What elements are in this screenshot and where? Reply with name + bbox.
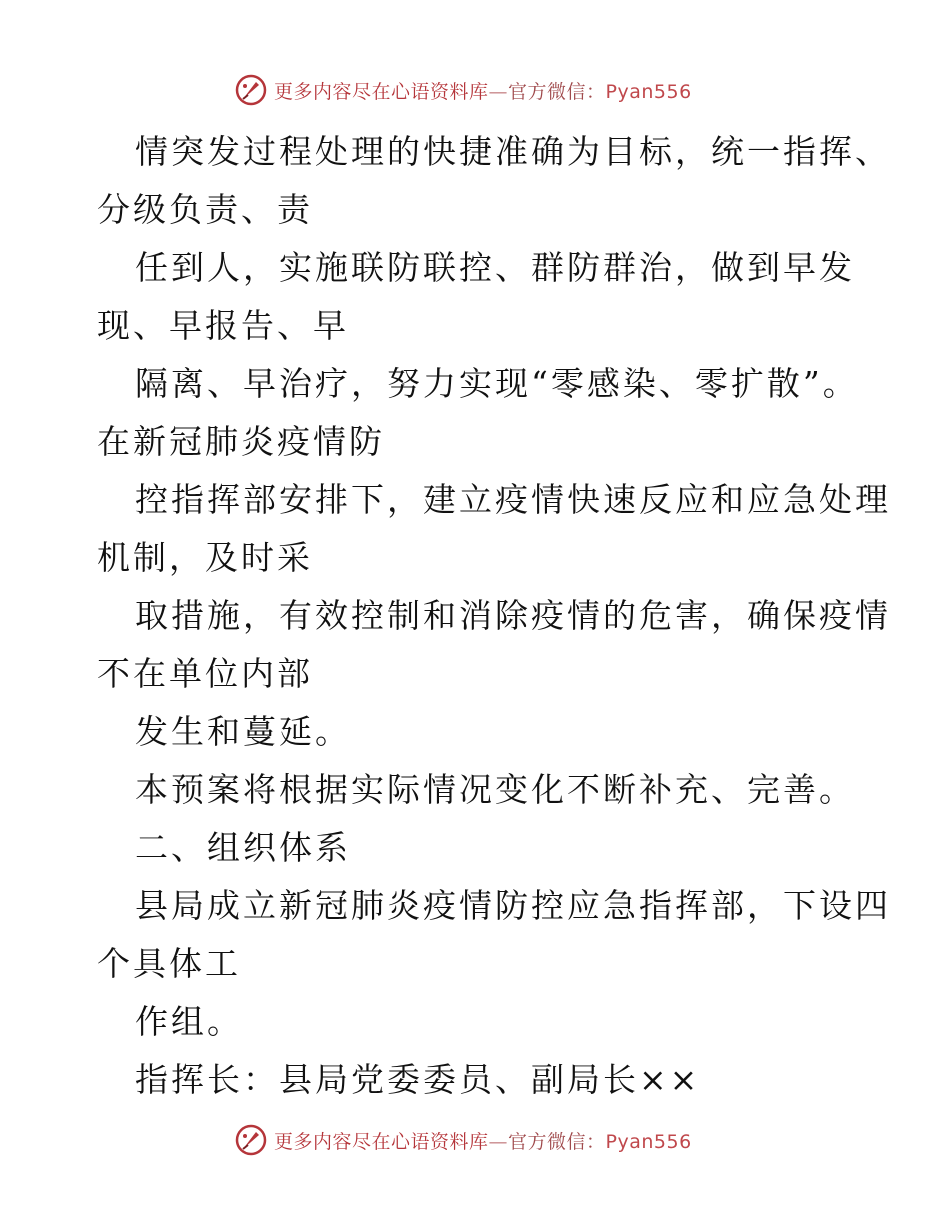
section-heading: 二、组织体系 xyxy=(135,828,351,867)
watermark-text: 更多内容尽在心语资料库—官方微信：Pyan556 xyxy=(274,80,692,103)
quill-logo-icon xyxy=(234,1123,268,1157)
footer-watermark xyxy=(234,1120,692,1160)
paragraph: 本预案将根据实际情况变化不断补充、完善。 xyxy=(135,770,855,809)
paragraph: 情突发过程处理的快捷准确为目标，统一指挥、 分级负责、责 xyxy=(97,132,891,229)
paragraph: 作组。 xyxy=(135,1002,243,1041)
paragraph: 隔离、早治疗，努力实现“零感染、零扩散”。 在新冠肺炎疫情防 xyxy=(97,364,859,461)
paragraph: 任到人，实施联防联控、群防群治，做到早发 现、早报告、早 xyxy=(97,248,855,345)
paragraph: 控指挥部安排下，建立疫情快速反应和应急处理 机制，及时采 xyxy=(97,480,891,577)
paragraph: 县局成立新冠肺炎疫情防控应急指挥部，下设四 个具体工 xyxy=(97,886,891,983)
watermark-text: 更多内容尽在心语资料库—官方微信：Pyan556 xyxy=(274,1130,692,1153)
header-watermark xyxy=(234,70,692,110)
paragraph: 指挥长：县局党委委员、副局长×× xyxy=(135,1060,701,1099)
paragraph: 发生和蔓延。 xyxy=(135,712,351,751)
document-body xyxy=(97,123,891,1109)
quill-logo-icon xyxy=(234,73,268,107)
paragraph: 取措施，有效控制和消除疫情的危害，确保疫情 不在单位内部 xyxy=(97,596,891,693)
